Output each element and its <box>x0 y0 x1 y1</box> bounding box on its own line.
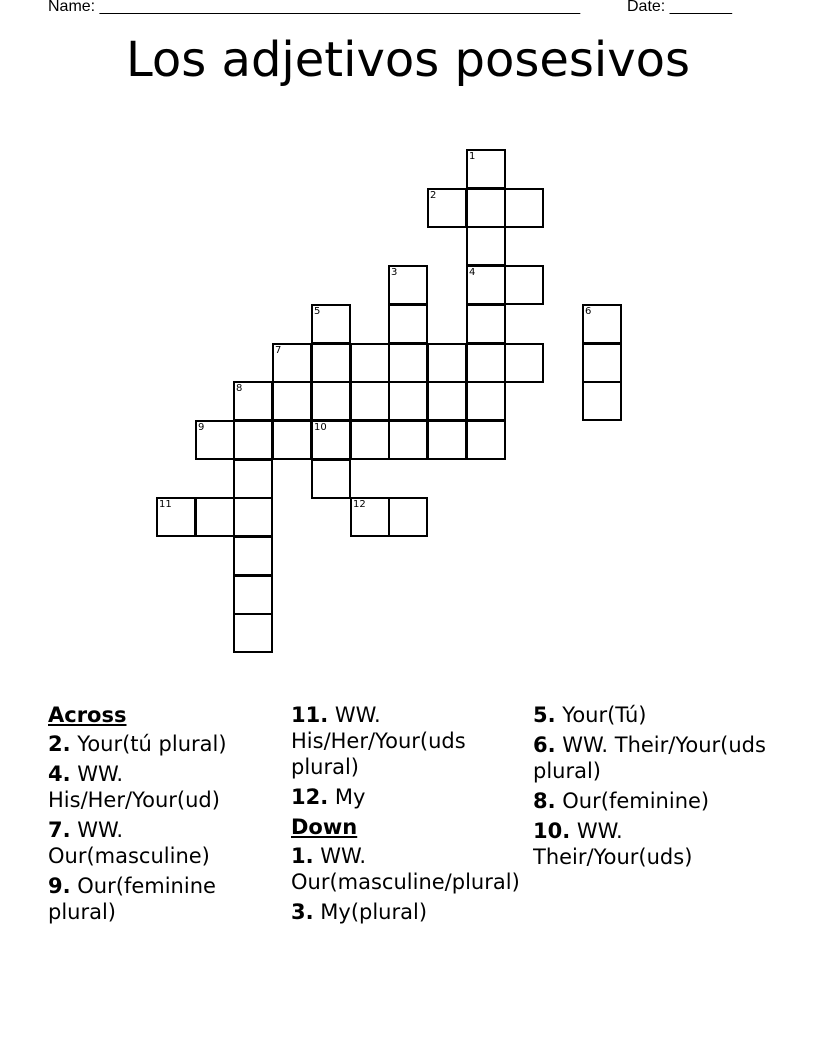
crossword-cell[interactable] <box>350 343 390 383</box>
crossword-cell[interactable] <box>466 226 506 266</box>
clue-text: Your(tú plural) <box>77 732 227 756</box>
clue-text: WW. Our(masculine/plural) <box>291 844 520 894</box>
clue-text: My <box>334 785 366 809</box>
clue-text: WW. His/Her/Your(uds plural) <box>291 703 466 779</box>
crossword-cell[interactable] <box>466 188 506 228</box>
clue-number: 1. <box>291 844 314 868</box>
crossword-cell[interactable] <box>388 343 428 383</box>
clue-number: 4. <box>48 762 71 786</box>
crossword-cell[interactable] <box>233 613 273 653</box>
crossword-cell[interactable] <box>311 459 351 499</box>
cell-number: 2 <box>430 190 437 201</box>
crossword-cell[interactable] <box>466 343 506 383</box>
cell-number: 7 <box>275 345 282 356</box>
clue-across-4 <box>48 761 278 813</box>
page-title: Los adjetivos posesivos <box>126 32 690 88</box>
clue-number: 3. <box>291 900 314 924</box>
clue-number: 12. <box>291 785 329 809</box>
crossword-cell[interactable] <box>504 343 544 383</box>
cell-number: 10 <box>314 422 327 433</box>
crossword-cell[interactable] <box>504 265 544 305</box>
crossword-cell[interactable] <box>388 420 428 460</box>
clue-down-10 <box>533 818 773 870</box>
crossword-cell[interactable] <box>427 381 467 421</box>
clue-down-1 <box>291 843 525 895</box>
crossword-cell[interactable] <box>195 420 235 460</box>
clue-number: 11. <box>291 703 329 727</box>
clue-number: 2. <box>48 732 71 756</box>
clue-number: 8. <box>533 789 556 813</box>
crossword-cell[interactable] <box>272 381 312 421</box>
clue-across-9 <box>48 873 278 925</box>
clue-text: Our(feminine) <box>562 789 710 813</box>
crossword-cell[interactable] <box>311 343 351 383</box>
cell-number: 12 <box>353 499 366 510</box>
crossword-cell[interactable] <box>466 420 506 460</box>
crossword-cell[interactable] <box>466 381 506 421</box>
clue-down-5 <box>533 702 773 728</box>
crossword-cell[interactable] <box>311 304 351 344</box>
clue-text: My(plural) <box>320 900 428 924</box>
crossword-cell[interactable] <box>311 420 351 460</box>
clue-across-12 <box>291 784 525 810</box>
crossword-cell[interactable] <box>582 381 622 421</box>
cell-number: 11 <box>159 499 172 510</box>
clue-number: 6. <box>533 733 556 757</box>
crossword-cell[interactable] <box>233 381 273 421</box>
crossword-cell[interactable] <box>233 497 273 537</box>
crossword-cell[interactable] <box>233 575 273 615</box>
crossword-cell[interactable] <box>388 304 428 344</box>
cell-number: 9 <box>198 422 205 433</box>
cell-number: 1 <box>469 151 476 162</box>
clue-down-3 <box>291 899 525 925</box>
name-field-label: Name: ______________________________________________________ <box>48 0 581 15</box>
crossword-cell[interactable] <box>388 497 428 537</box>
crossword-cell[interactable] <box>272 343 312 383</box>
clue-text: Your(Tú) <box>562 703 647 727</box>
clue-column-1 <box>48 702 278 929</box>
crossword-cell[interactable] <box>466 149 506 189</box>
clue-text: Our(feminine plural) <box>48 874 216 924</box>
crossword-cell[interactable] <box>427 188 467 228</box>
cell-number: 5 <box>314 306 321 317</box>
clue-text: WW. His/Her/Your(ud) <box>48 762 220 812</box>
cell-number: 3 <box>391 267 398 278</box>
crossword-cell[interactable] <box>272 420 312 460</box>
clue-column-2 <box>291 702 525 929</box>
clue-down-8 <box>533 788 773 814</box>
crossword-cell[interactable] <box>388 265 428 305</box>
crossword-cell[interactable] <box>466 265 506 305</box>
crossword-cell[interactable] <box>582 304 622 344</box>
down-heading: Down <box>291 815 358 839</box>
date-field-label: Date: _______ <box>627 0 732 15</box>
crossword-cell[interactable] <box>388 381 428 421</box>
clue-across-2 <box>48 731 278 757</box>
across-heading: Across <box>48 703 127 727</box>
crossword-cell[interactable] <box>582 343 622 383</box>
crossword-cell[interactable] <box>350 381 390 421</box>
crossword-cell[interactable] <box>350 420 390 460</box>
clue-column-3 <box>533 702 773 874</box>
crossword-cell[interactable] <box>427 420 467 460</box>
crossword-cell[interactable] <box>427 343 467 383</box>
cell-number: 8 <box>236 383 243 394</box>
cell-number: 6 <box>585 306 592 317</box>
crossword-cell[interactable] <box>195 497 235 537</box>
clue-across-11 <box>291 702 525 780</box>
clue-number: 10. <box>533 819 571 843</box>
clue-text: WW. Our(masculine) <box>48 818 210 868</box>
clue-text: WW. Their/Your(uds plural) <box>533 733 766 783</box>
clue-number: 9. <box>48 874 71 898</box>
crossword-cell[interactable] <box>311 381 351 421</box>
clue-down-6 <box>533 732 773 784</box>
crossword-cell[interactable] <box>156 497 196 537</box>
crossword-cell[interactable] <box>233 459 273 499</box>
clue-across-7 <box>48 817 278 869</box>
clue-text: WW. Their/Your(uds) <box>533 819 693 869</box>
clue-number: 5. <box>533 703 556 727</box>
crossword-cell[interactable] <box>233 420 273 460</box>
crossword-cell[interactable] <box>504 188 544 228</box>
crossword-cell[interactable] <box>466 304 506 344</box>
crossword-cell[interactable] <box>233 536 273 576</box>
crossword-cell[interactable] <box>350 497 390 537</box>
clue-number: 7. <box>48 818 71 842</box>
cell-number: 4 <box>469 267 476 278</box>
